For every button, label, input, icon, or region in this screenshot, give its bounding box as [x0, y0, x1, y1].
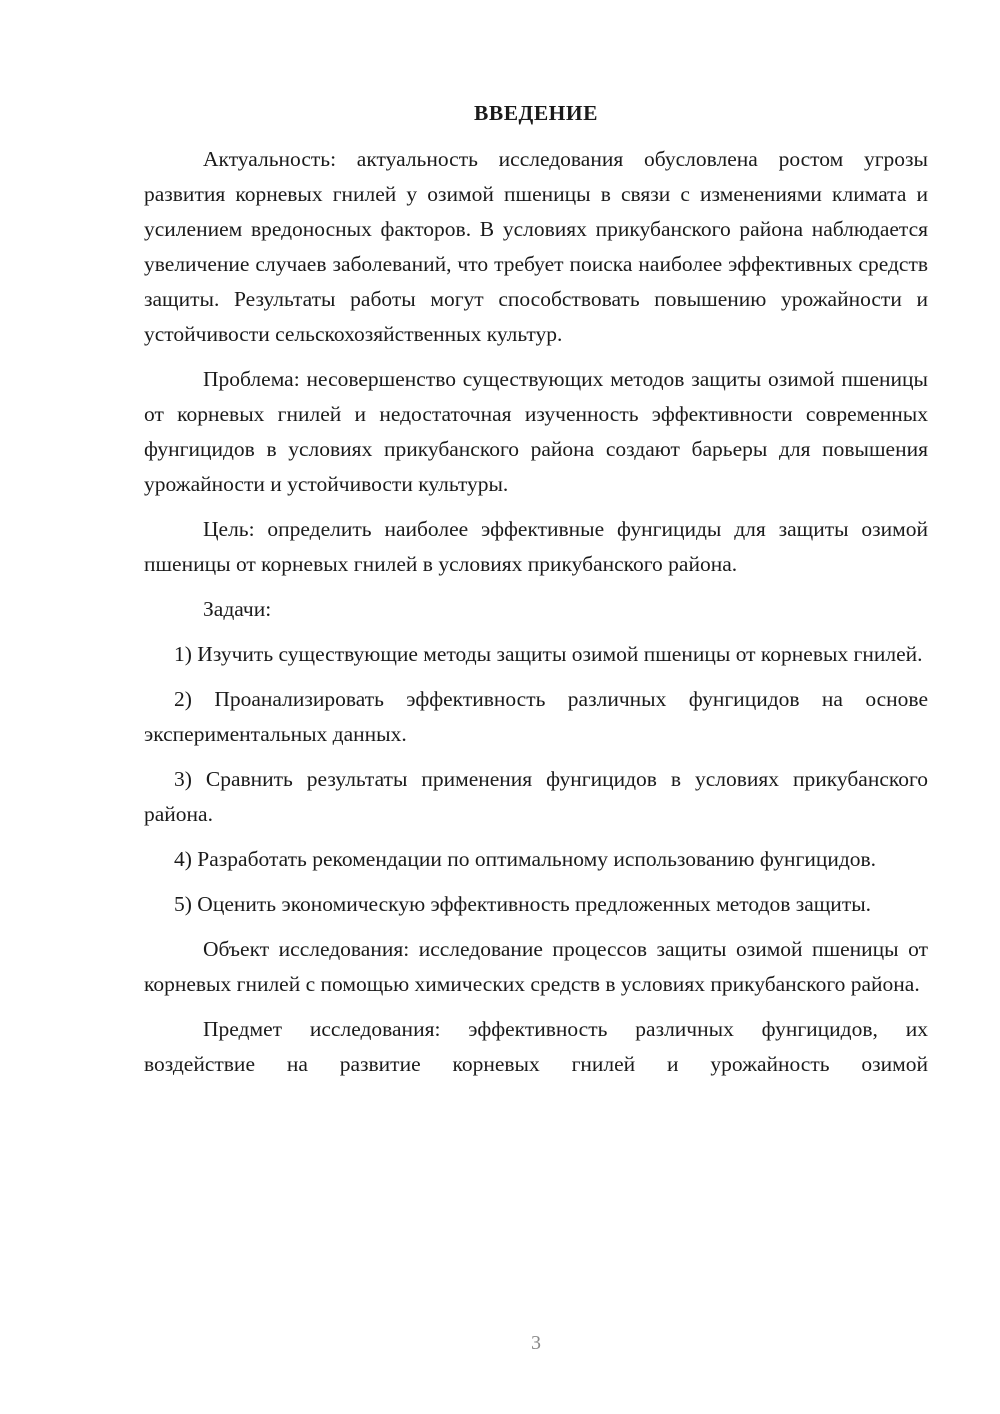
object-paragraph: Объект исследования: исследование процессов защиты озимой пшеницы от корневых гнилей с помощью химических средств в условиях прикубанского района. [144, 937, 928, 996]
list-item [144, 887, 928, 922]
list-item [144, 842, 928, 877]
list-item-text: Оценить экономическую эффективность предложенных методов защиты. [197, 892, 872, 916]
list-item [144, 682, 928, 752]
subject-paragraph: Предмет исследования: эффективность различных фунгицидов, их воздействие на развитие корневых гнилей и урожайность озимой [144, 1017, 928, 1076]
list-item-number: 3) [174, 767, 192, 791]
list-item [144, 637, 928, 672]
goal-paragraph: Цель: определить наиболее эффективные фунгициды для защиты озимой пшеницы от корневых гнилей в условиях прикубанского района. [144, 517, 928, 576]
tasks-label: Задачи: [203, 597, 272, 621]
list-item-number: 2) [174, 687, 192, 711]
tasks-list [144, 637, 928, 922]
relevance-paragraph: Актуальность: актуальность исследования обусловлена ростом угрозы развития корневых гнилей у озимой пшеницы в связи с изменениями климата и усилением вредоносных факторов. В условиях прикубанского района наблюдается увеличение случаев заболеваний, что требует поиска наиболее эффективных средств защиты. Результаты работы могут способствовать повышению урожайности и устойчивости сельскохозяйственных культур. [144, 147, 928, 346]
list-item-number: 5) [174, 892, 192, 916]
page-number: 3 [531, 1332, 541, 1354]
page-content [144, 96, 928, 1092]
section-title: ВВЕДЕНИЕ [474, 101, 598, 125]
list-item-number: 4) [174, 847, 192, 871]
list-item-text: Разработать рекомендации по оптимальному использованию фунгицидов. [197, 847, 877, 871]
list-item-text: Сравнить результаты применения фунгицидов в условиях прикубанского района. [144, 767, 929, 826]
problem-paragraph: Проблема: несовершенство существующих методов защиты озимой пшеницы от корневых гнилей и недостаточная изученность эффективности современных фунгицидов в условиях прикубанского района создают барьеры для повышения урожайности и устойчивости культуры. [144, 367, 928, 496]
list-item-text: Проанализировать эффективность различных фунгицидов на основе экспериментальных данных. [144, 687, 929, 746]
list-item-number: 1) [174, 642, 192, 666]
list-item [144, 762, 928, 832]
list-item-text: Изучить существующие методы защиты озимой пшеницы от корневых гнилей. [197, 642, 923, 666]
